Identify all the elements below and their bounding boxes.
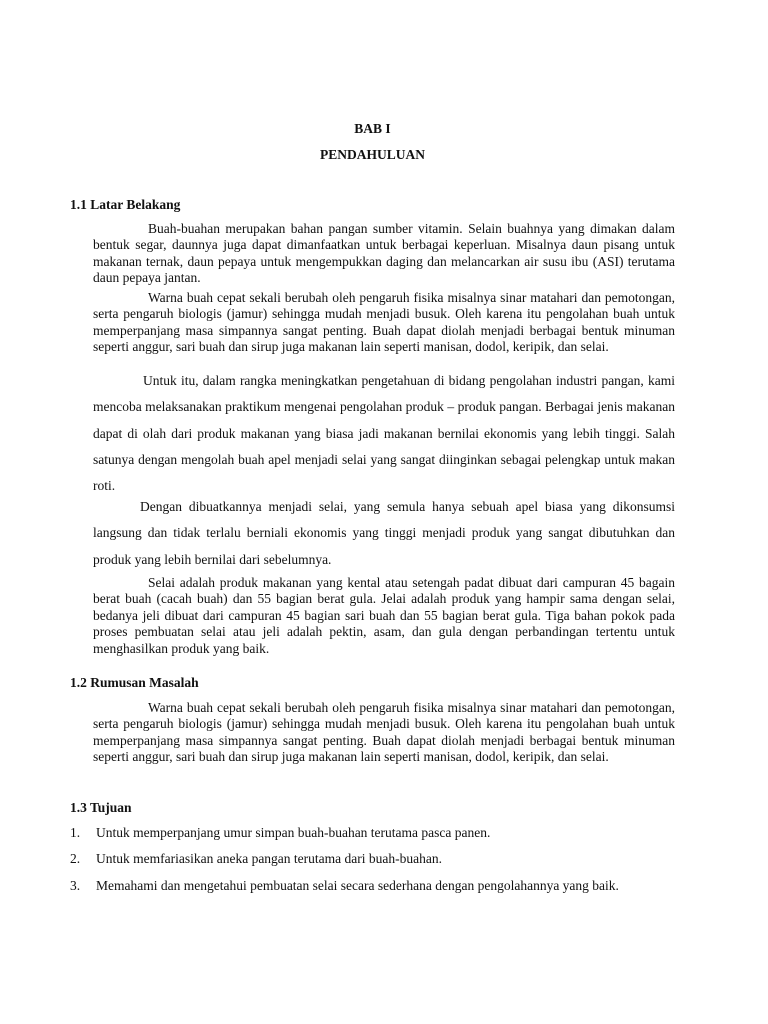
paragraph-untuk-itu: Untuk itu, dalam rangka meningkatkan pengetahuan di bidang pengolahan industri pangan, kami mencoba melaksanakan praktikum mengenai pengolahan produk – produk pangan. Berbagai jenis makanan dapat di olah dari produk makanan yang biasa jadi makanan bernilai ekonomis yang lebih tinggi. Salah satunya dengan mengolah buah apel menjadi selai yang sangat diinginkan sebagai pelengkap untuk makan roti. (93, 373, 675, 494)
paragraph-buah-buahan: Buah-buahan merupakan bahan pangan sumber vitamin. Selain buahnya yang dimakan dalam bentuk segar, daunnya juga dapat dimanfaatkan untuk berbagai keperluan. Misalnya daun pisang untuk makanan ternak, daun pepaya untuk mengempukkan daging dan melancarkan air susu ibu (ASI) terutama daun pepaya jantan. (93, 221, 675, 286)
list-item-number: 3. (70, 877, 81, 893)
paragraph-warna-buah: Warna buah cepat sekali berubah oleh pengaruh fisika misalnya sinar matahari dan pemotongan, serta pengaruh biologis (jamur) sehingga mudah menjadi busuk. Oleh karena itu pengolahan buah untuk memperpanjang masa simpannya sangat penting. Buah dapat diolah menjadi berbagai bentuk minuman seperti anggur, sari buah dan sirup juga makanan lain seperti manisan, dodol, keripik, dan selai. (93, 290, 675, 355)
paragraph-selai-adalah: Selai adalah produk makanan yang kental atau setengah padat dibuat dari campuran 45 bagain berat buah (cacah buah) dan 55 bagian berat gula. Jelai adalah produk yang hampir sama dengan selai, bedanya jeli dibuat dari campuran 45 bagian sari buah dan 55 bagian berat gula. Tiga bahan pokok pada proses pembuatan selai atau jeli adalah pektin, asam, dan gula dengan perbandingan tertentu untuk menghasilkan produk yang baik. (93, 575, 675, 656)
section-heading-rumusan-masalah: 1.2 Rumusan Masalah (70, 675, 199, 690)
chapter-title: PENDAHULUAN (319, 147, 425, 162)
list-item-number: 2. (70, 851, 81, 867)
chapter-label: BAB I (354, 121, 391, 136)
list-item-text: Memahami dan mengetahui pembuatan selai secara sederhana dengan pengolahannya yang baik. (96, 877, 619, 893)
list-item (70, 873, 675, 899)
list-item (70, 846, 675, 872)
tujuan-list (70, 820, 675, 899)
list-item-number: 1. (70, 825, 81, 840)
paragraph-rumusan-masalah: Warna buah cepat sekali berubah oleh pengaruh fisika misalnya sinar matahari dan pemotongan, serta pengaruh biologis (jamur) sehingga mudah menjadi busuk. Oleh karena itu pengolahan buah untuk memperpanjang masa simpannya sangat penting. Buah dapat diolah menjadi berbagai bentuk minuman seperti anggur, sari buah dan sirup juga makanan lain seperti manisan, dodol, keripik, dan selai. (93, 700, 675, 765)
section-heading-latar-belakang: 1.1 Latar Belakang (70, 197, 181, 212)
section-heading-tujuan: 1.3 Tujuan (70, 800, 132, 815)
list-item (70, 820, 675, 846)
paragraph-dengan-dibuatkannya: Dengan dibuatkannya menjadi selai, yang semula hanya sebuah apel biasa yang dikonsumsi langsung dan tidak terlalu berniali ekonomis yang tinggi menjadi produk yang sangat dibutuhkan dan produk yang lebih bernilai dari sebelumnya. (93, 499, 675, 567)
list-item-text: Untuk memperpanjang umur simpan buah-buahan terutama pasca panen. (96, 825, 491, 840)
list-item-text: Untuk memfariasikan aneka pangan terutama dari buah-buahan. (96, 851, 442, 867)
